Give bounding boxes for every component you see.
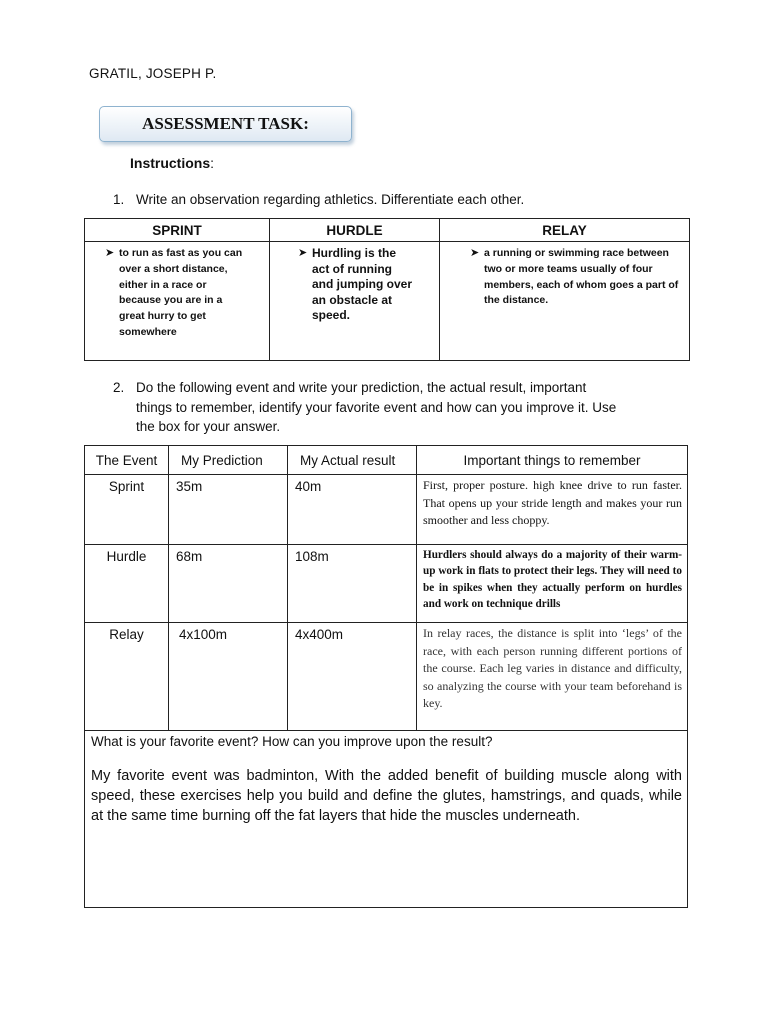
favorite-event-answer: My favorite event was badminton, With the added benefit of building muscle along with speed, these exercises help you build and define the glutes, hamstrings, and quads, while at the same time burning off the fat layers that hide the muscles underneath. xyxy=(91,768,682,824)
sprint-definition: to run as fast as you can over a short distance, either in a race or because you are in a great hurry to get somewhere xyxy=(119,247,243,338)
question-2-line-1: Do the following event and write your prediction, the actual result, important xyxy=(136,380,587,395)
question-2-line-2: things to remember, identify your favorite event and how can you improve it. Use xyxy=(136,399,617,415)
arrow-bullet-icon: ➤ xyxy=(298,247,308,259)
actual-result-cell: 4x400m xyxy=(288,623,417,731)
prediction-cell: 68m xyxy=(169,545,288,623)
event-cell: Relay xyxy=(85,623,169,731)
favorite-event-question: What is your favorite event? How can you improve upon the result? xyxy=(91,734,493,749)
instructions-heading xyxy=(130,155,214,171)
hurdle-definition: Hurdling is the act of running and jumping over an obstacle at speed. xyxy=(312,246,413,323)
event-cell: Sprint xyxy=(85,475,169,545)
arrow-bullet-icon: ➤ xyxy=(470,247,480,259)
prediction-cell: 4x100m xyxy=(169,623,288,731)
relay-definition: a running or swimming race between two or more teams usually of four members, each of whom goes a part of the distance. xyxy=(484,247,679,307)
athletics-comparison-table xyxy=(84,218,690,361)
hurdle-definition-cell xyxy=(270,242,440,361)
actual-result-cell: 40m xyxy=(288,475,417,545)
notes-cell: First, proper posture. high knee drive to run faster. That opens up your stride length and makes your run smoother and less choppy. xyxy=(417,475,688,545)
notes-cell: In relay races, the distance is split into ‘legs’ of the race, with each person running different portions of the course. Each leg varies in distance and difficulty, so analyzing the course with your team beforehand is key. xyxy=(417,623,688,731)
table-row xyxy=(85,623,688,731)
question-1 xyxy=(113,190,693,210)
question-2-number: 2. xyxy=(113,380,125,395)
table-header-row xyxy=(85,446,688,475)
student-name: GRATIL, JOSEPH P. xyxy=(89,66,217,81)
question-2-line-3: the box for your answer. xyxy=(136,419,281,434)
arrow-bullet-icon: ➤ xyxy=(105,247,115,259)
question-1-text: Write an observation regarding athletics. Differentiate each other. xyxy=(136,192,525,207)
event-cell: Hurdle xyxy=(85,545,169,623)
header-event: The Event xyxy=(85,446,169,475)
table-header-row xyxy=(85,219,690,242)
header-hurdle: HURDLE xyxy=(270,219,440,242)
assessment-task-label: ASSESSMENT TASK: xyxy=(142,114,309,133)
instructions-colon: : xyxy=(210,155,215,171)
sprint-definition-cell xyxy=(85,242,270,361)
header-relay: RELAY xyxy=(440,219,690,242)
notes-cell: Hurdlers should always do a majority of their warm-up work in flats to protect their legs. They will need to be in spikes when they actually perform on hurdles and work on technique drills xyxy=(417,545,688,623)
actual-result-cell: 108m xyxy=(288,545,417,623)
favorite-event-cell xyxy=(85,731,688,908)
event-results-table xyxy=(84,445,688,908)
header-prediction: My Prediction xyxy=(169,446,288,475)
question-1-number: 1. xyxy=(113,192,125,207)
table-row xyxy=(85,475,688,545)
header-actual-result: My Actual result xyxy=(288,446,417,475)
relay-definition-cell xyxy=(440,242,690,361)
assessment-task-title xyxy=(99,106,352,142)
table-row xyxy=(85,242,690,361)
header-sprint: SPRINT xyxy=(85,219,270,242)
header-important-things: Important things to remember xyxy=(417,446,688,475)
question-2 xyxy=(113,378,693,438)
prediction-cell: 35m xyxy=(169,475,288,545)
table-row xyxy=(85,545,688,623)
instructions-label: Instructions xyxy=(130,155,211,171)
favorite-event-row xyxy=(85,731,688,908)
